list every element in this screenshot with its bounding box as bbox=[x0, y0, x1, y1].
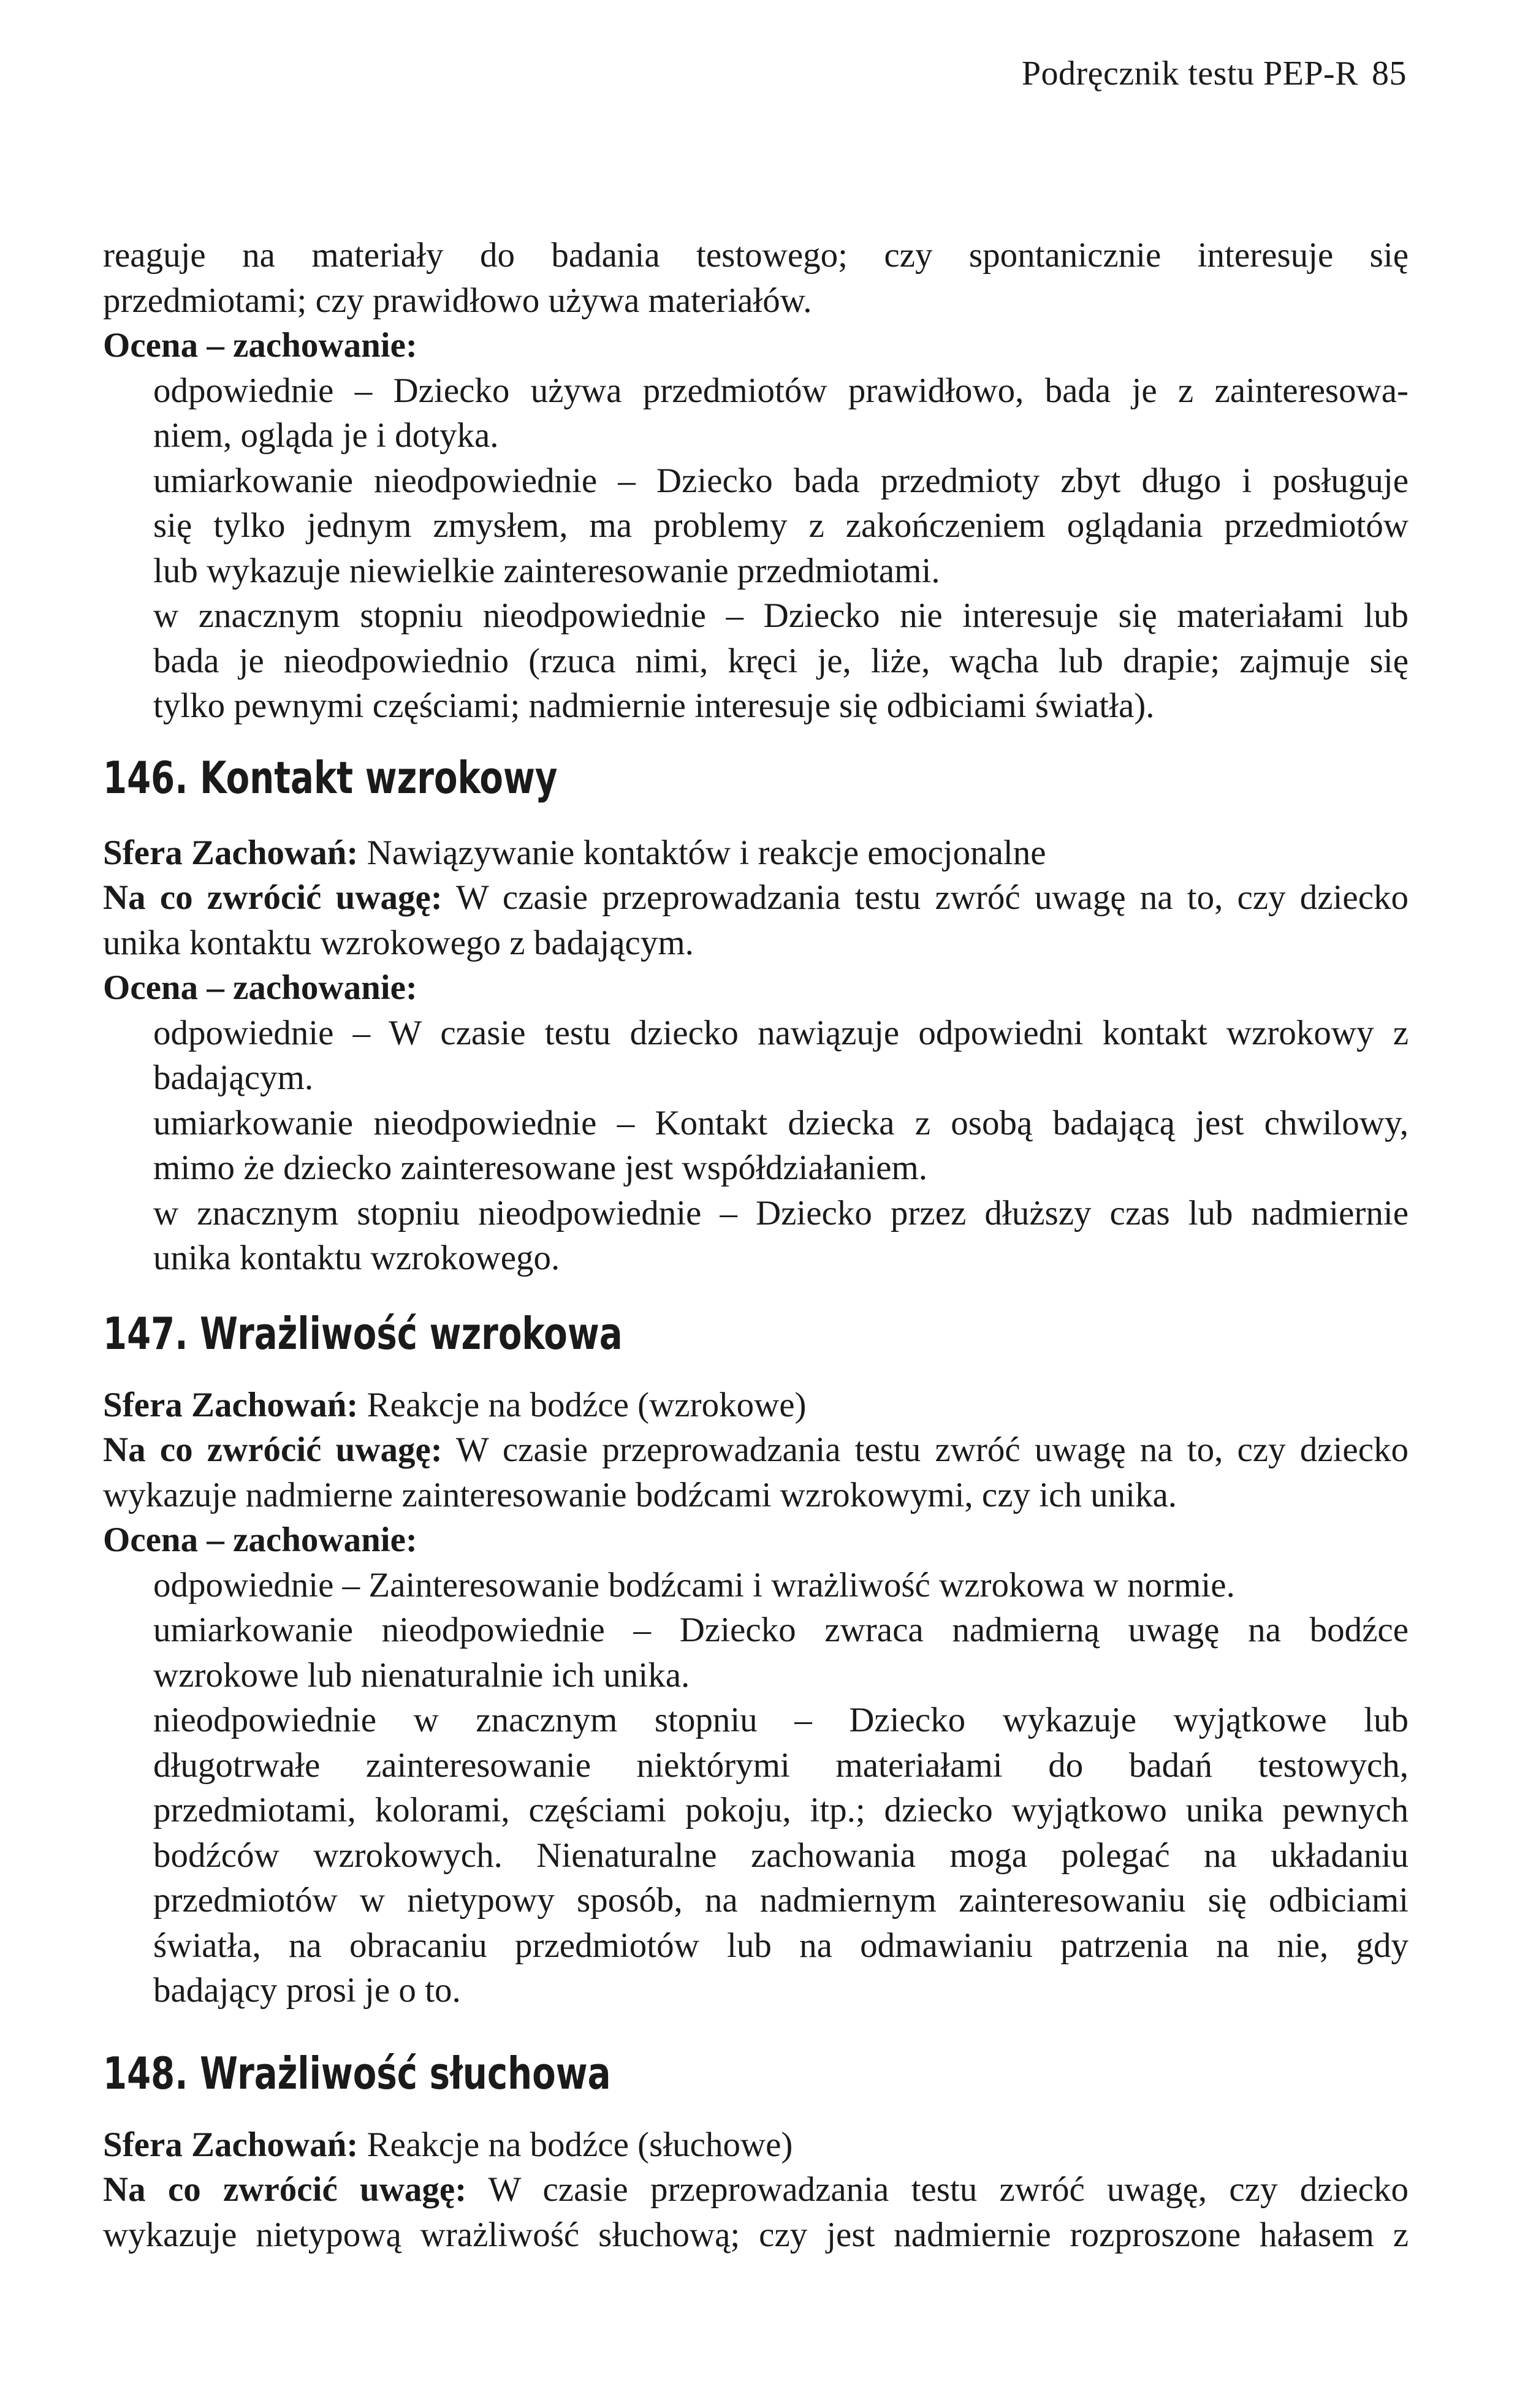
sfera-line bbox=[103, 1383, 1409, 1428]
page-content bbox=[103, 233, 1409, 2257]
rating-line: w znacznym stopniu nieodpowiednie – Dziecko przez dłuższy czas lub nadmiernie bbox=[153, 1193, 1409, 1232]
rating-line: badającym. bbox=[153, 1058, 314, 1097]
uwaga-line bbox=[103, 1427, 1409, 1473]
rating-line: mimo że dziecko zainteresowane jest współdziałaniem. bbox=[153, 1149, 928, 1187]
rating-line: niem, ogląda je i dotyka. bbox=[153, 416, 499, 455]
ocena-label: Ocena – zachowanie: bbox=[103, 326, 417, 365]
rating-line: długotrwałe zainteresowanie niektórymi materiałami do badań testowych, bbox=[153, 1745, 1409, 1785]
sfera-text: Reakcje na bodźce (wzrokowe) bbox=[358, 1385, 807, 1424]
sfera-label: Sfera Zachowań: bbox=[103, 1385, 359, 1424]
rating-line: lub wykazuje niewielkie zainteresowanie przedmiotami. bbox=[153, 551, 940, 590]
ocena-label: Ocena – zachowanie: bbox=[103, 968, 417, 1007]
rating-line: w znacznym stopniu nieodpowiednie – Dziecko nie interesuje się materiałami lub bbox=[153, 596, 1409, 635]
sfera-text: Reakcje na bodźce (słuchowe) bbox=[358, 2125, 793, 2164]
uwaga-label: Na co zwrócić uwagę: bbox=[103, 878, 443, 917]
section-heading: 147. Wrażliwość wzrokowa bbox=[103, 1307, 623, 1359]
sfera-line bbox=[103, 2122, 1409, 2168]
rating-line: tylko pewnymi częściami; nadmiernie interesuje się odbiciami światła). bbox=[153, 686, 1155, 725]
uwaga-line: wykazuje nadmierne zainteresowanie bodźcami wzrokowymi, czy ich unika. bbox=[103, 1475, 1177, 1514]
rating-line: wzrokowe lub nienaturalnie ich unika. bbox=[153, 1655, 690, 1695]
uwaga-text: W czasie przeprowadzania testu zwróć uwagę na to, czy dziecko bbox=[442, 1430, 1409, 1469]
uwaga-text: W czasie przeprowadzania testu zwróć uwagę na to, czy dziecko bbox=[442, 878, 1409, 917]
rating-line: przedmiotami, kolorami, częściami pokoju, itp.; dziecko wyjątkowo unika pewnych bbox=[153, 1791, 1409, 1829]
rating-line: umiarkowanie nieodpowiednie – Dziecko zwraca nadmierną uwagę na bodźce bbox=[153, 1611, 1409, 1649]
uwaga-label: Na co zwrócić uwagę: bbox=[103, 1430, 443, 1469]
rating-line: odpowiednie – Dziecko używa przedmiotów prawidłowo, bada je z zainteresowa- bbox=[153, 371, 1409, 410]
rating-line: umiarkowanie nieodpowiednie – Dziecko bada przedmioty zbyt długo i posługuje bbox=[153, 461, 1409, 500]
section-heading: 148. Wrażliwość słuchowa bbox=[103, 2047, 611, 2099]
uwaga-text: W czasie przeprowadzania testu zwróć uwagę, czy dziecko bbox=[466, 2170, 1409, 2209]
body-line: reaguje na materiały do badania testowego; czy spontanicznie interesuje się bbox=[103, 236, 1409, 275]
uwaga-line bbox=[103, 2167, 1409, 2212]
rating-line: bodźców wzrokowych. Nienaturalne zachowania moga polegać na układaniu bbox=[153, 1836, 1409, 1875]
rating-line: światła, na obracaniu przedmiotów lub na odmawianiu patrzenia na nie, gdy bbox=[153, 1926, 1409, 1965]
sfera-line bbox=[103, 830, 1409, 876]
uwaga-label: Na co zwrócić uwagę: bbox=[103, 2170, 467, 2209]
running-title: Podręcznik testu PEP-R bbox=[1021, 55, 1358, 93]
rating-line: badający prosi je o to. bbox=[153, 1971, 461, 2010]
section-heading: 146. Kontakt wzrokowy bbox=[103, 751, 558, 803]
rating-line: nieodpowiednie w znacznym stopniu – Dziecko wykazuje wyjątkowe lub bbox=[153, 1701, 1409, 1739]
rating-line: umiarkowanie nieodpowiednie – Kontakt dziecka z osobą badającą jest chwilowy, bbox=[153, 1103, 1409, 1142]
rating-line: przedmiotów w nietypowy sposób, na nadmiernym zainteresowaniu się odbiciami bbox=[153, 1881, 1409, 1920]
rating-line: odpowiednie – W czasie testu dziecko nawiązuje odpowiedni kontakt wzrokowy z bbox=[153, 1013, 1409, 1052]
rating-line: odpowiednie – Zainteresowanie bodźcami i wrażliwość wzrokowa w normie. bbox=[153, 1565, 1235, 1605]
uwaga-line bbox=[103, 875, 1409, 921]
rating-line: unika kontaktu wzrokowego. bbox=[153, 1239, 560, 1277]
page-header bbox=[1022, 56, 1407, 91]
body-line: przedmiotami; czy prawidłowo używa materiałów. bbox=[103, 281, 812, 320]
sfera-label: Sfera Zachowań: bbox=[103, 2125, 359, 2164]
sfera-label: Sfera Zachowań: bbox=[103, 833, 359, 872]
ocena-label: Ocena – zachowanie: bbox=[103, 1521, 417, 1559]
sfera-text: Nawiązywanie kontaktów i reakcje emocjonalne bbox=[358, 833, 1046, 872]
rating-line: bada je nieodpowiednio (rzuca nimi, kręci je, liże, wącha lub drapie; zajmuje się bbox=[153, 641, 1409, 680]
page-number: 85 bbox=[1372, 55, 1407, 93]
uwaga-line: wykazuje nietypową wrażliwość słuchową; czy jest nadmiernie rozproszone hałasem z bbox=[103, 2215, 1409, 2254]
rating-line: się tylko jednym zmysłem, ma problemy z zakończeniem oglądania przedmiotów bbox=[153, 506, 1409, 545]
uwaga-line: unika kontaktu wzrokowego z badającym. bbox=[103, 923, 694, 962]
